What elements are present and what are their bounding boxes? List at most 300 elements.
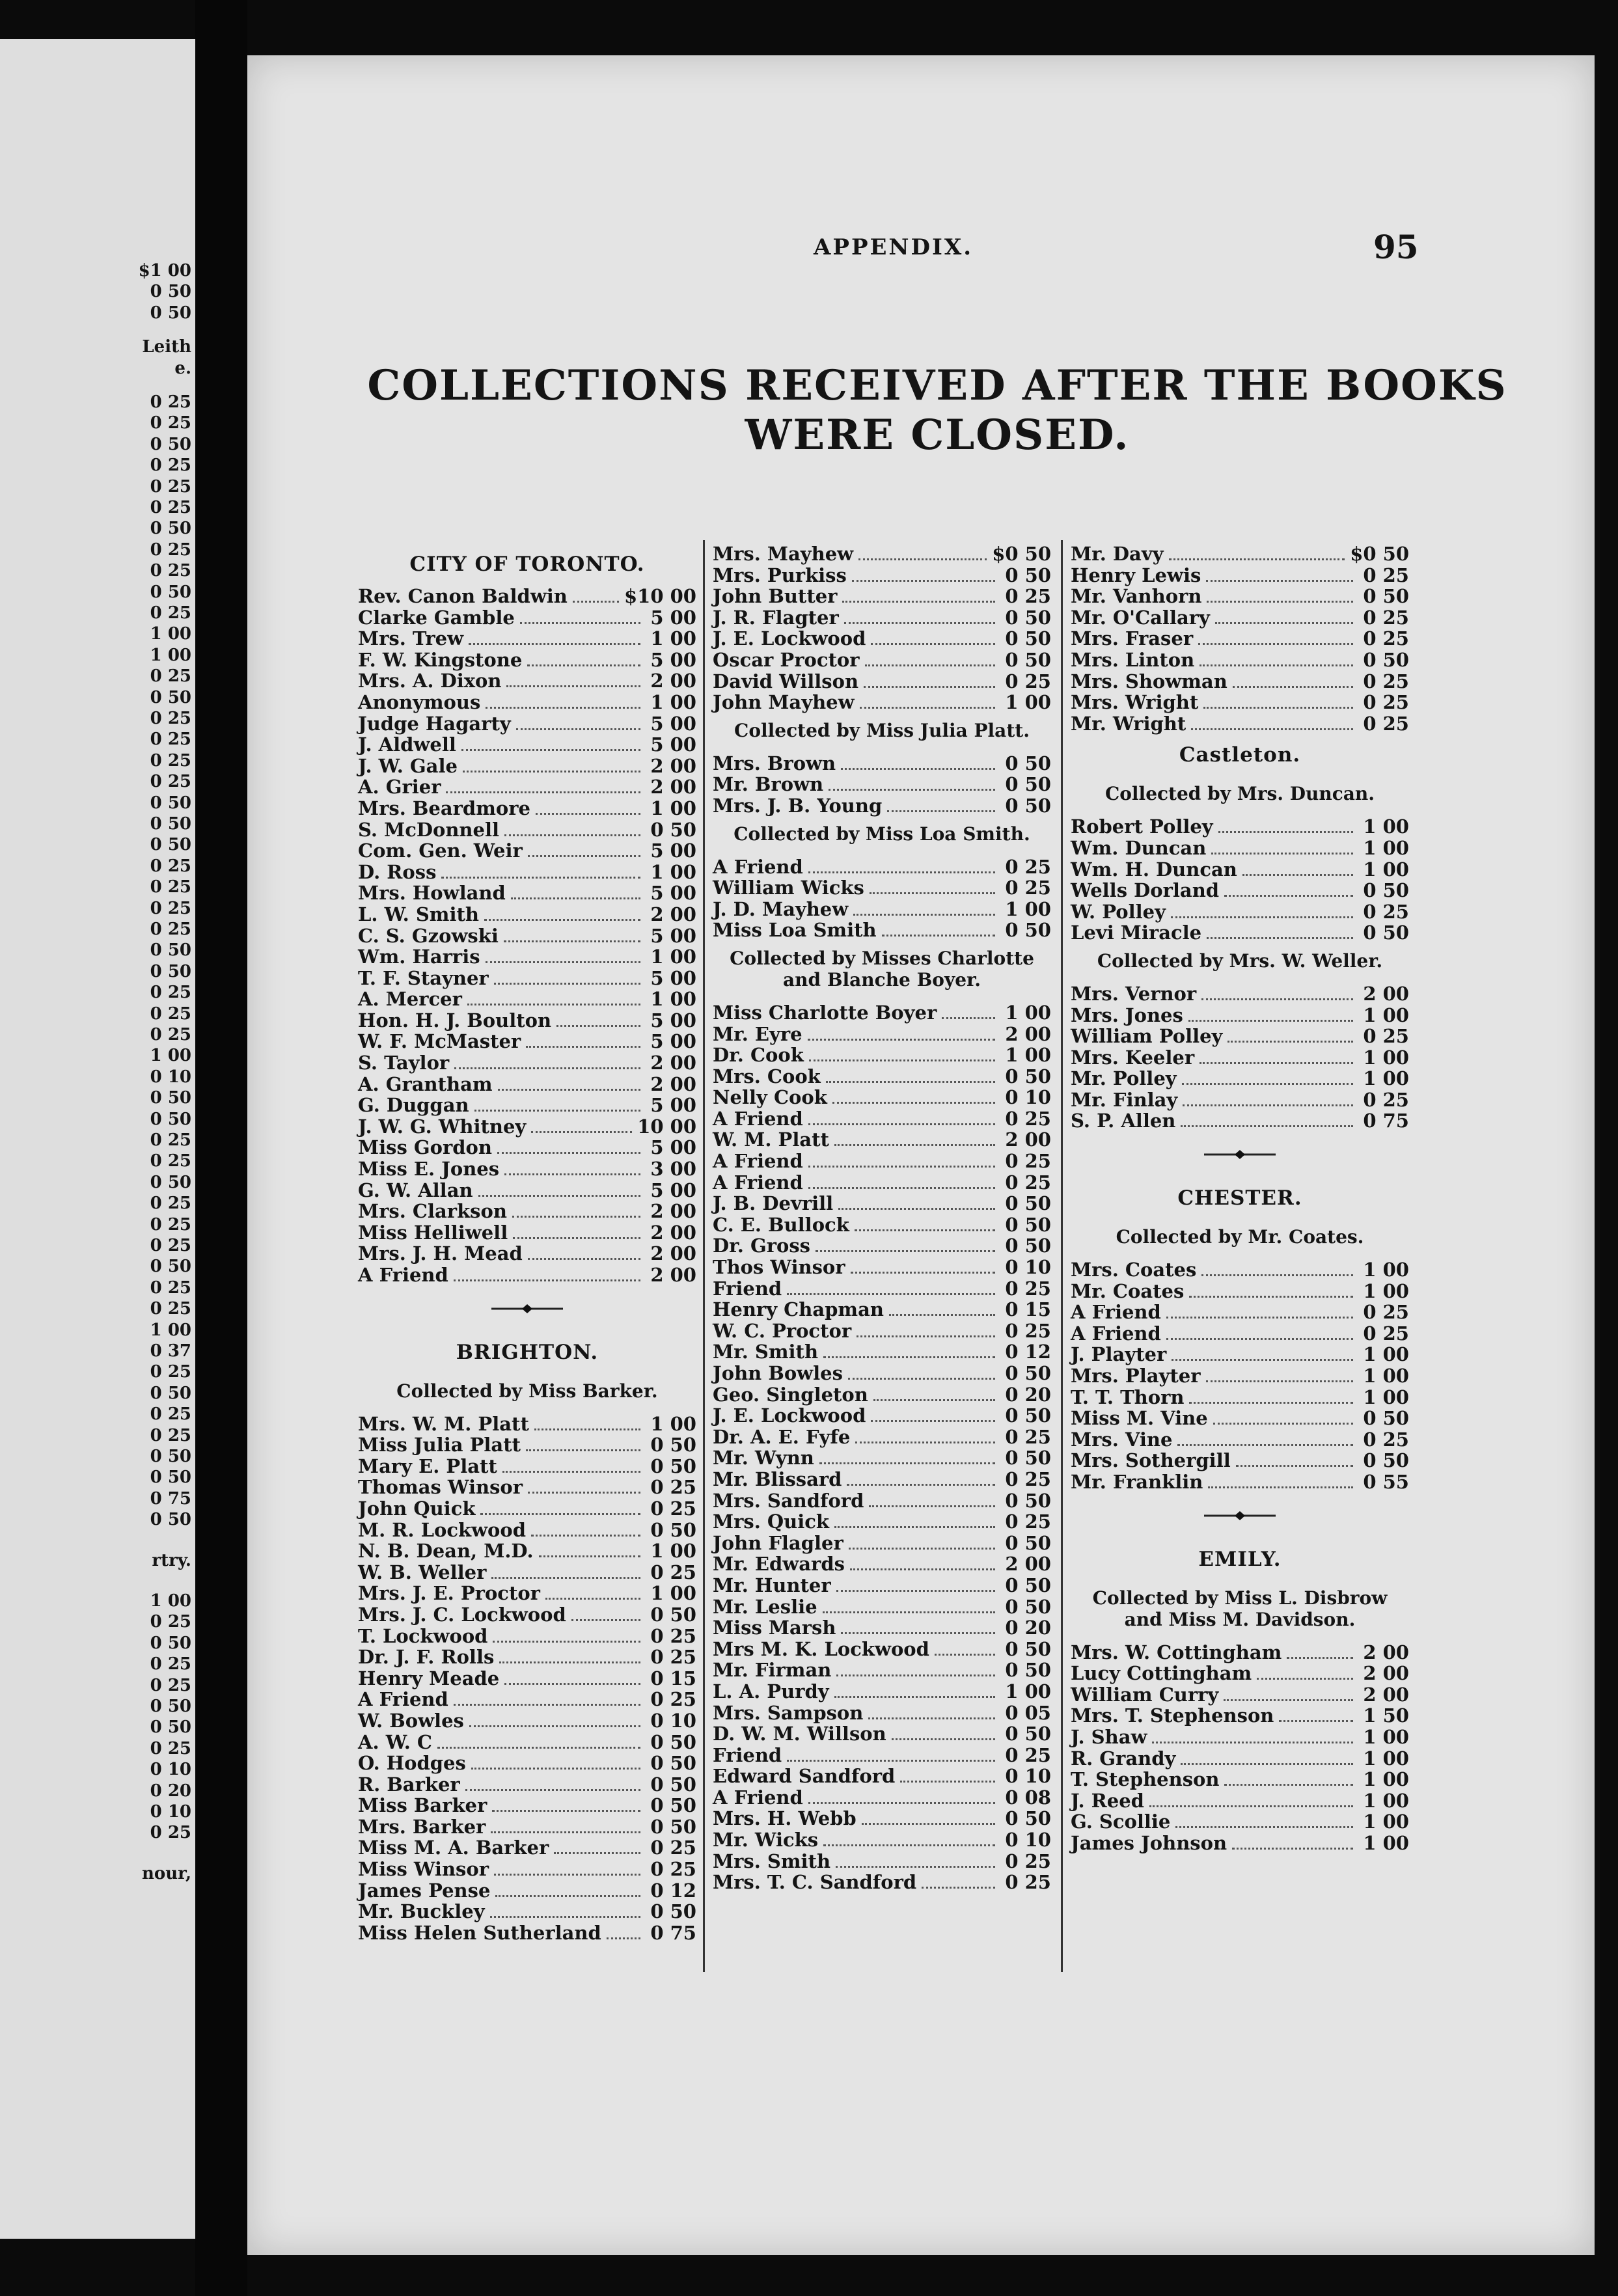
contribution-row xyxy=(1071,1790,1409,1812)
prev-page-fragment: 0 10 xyxy=(150,1067,191,1087)
contribution-row xyxy=(713,1045,1051,1066)
contribution-row xyxy=(1071,692,1409,713)
contribution-row xyxy=(1071,1429,1409,1451)
prev-page-fragment: 0 25 xyxy=(150,1194,191,1214)
leader-dots xyxy=(808,1166,995,1168)
contribution-row xyxy=(713,543,1051,565)
contribution-amount: 0 50 xyxy=(1005,1362,1051,1384)
contributor-name: Miss Loa Smith xyxy=(713,919,877,942)
leader-dots xyxy=(1172,1359,1353,1361)
contribution-amount: 1 00 xyxy=(1005,1680,1051,1702)
prev-page-fragment: 0 50 xyxy=(150,1717,191,1738)
contribution-amount: 1 00 xyxy=(1363,1343,1409,1366)
contribution-amount: 1 00 xyxy=(1363,1831,1409,1854)
prev-page-fragment: 0 25 xyxy=(150,1404,191,1425)
contribution-row xyxy=(713,1087,1051,1108)
leader-dots xyxy=(512,1216,640,1218)
contributor-name: John Flagler xyxy=(713,1531,843,1554)
contributor-name: Hon. H. J. Boulton xyxy=(358,1009,552,1032)
contributor-name: G. Duggan xyxy=(358,1094,469,1117)
contribution-amount: 0 25 xyxy=(1363,670,1409,692)
prev-page-fragment: 0 25 xyxy=(150,1236,191,1255)
running-head xyxy=(247,228,1595,273)
leader-dots xyxy=(889,1314,995,1316)
contribution-amount: 1 00 xyxy=(650,690,696,713)
leader-dots xyxy=(869,1505,995,1507)
leader-dots xyxy=(1201,998,1353,1000)
contribution-row xyxy=(713,1341,1051,1363)
section-heading: CITY OF TORONTO. xyxy=(409,553,645,576)
prev-page-fragment: 0 25 xyxy=(150,1612,191,1632)
contribution-row xyxy=(713,628,1051,649)
leader-dots xyxy=(841,768,995,770)
contributor-name: T. F. Stayner xyxy=(358,966,489,989)
contribution-row xyxy=(358,1477,696,1498)
contribution-row xyxy=(358,670,696,692)
contributor-name: C. S. Gzowski xyxy=(358,924,499,947)
prev-page-fragment: 0 50 xyxy=(150,519,191,539)
contribution-row xyxy=(358,989,696,1010)
leader-dots xyxy=(838,1208,995,1210)
contributor-name: Mrs. Wright xyxy=(1071,691,1199,714)
collector-line: Collected by Miss Julia Platt. xyxy=(734,719,1030,741)
contribution-amount: 1 00 xyxy=(1005,691,1051,714)
contributor-name: Mrs. T. C. Sandford xyxy=(713,1871,917,1894)
contribution-row xyxy=(1071,1727,1409,1748)
contributor-name: Mrs. W. Cottingham xyxy=(1071,1641,1282,1663)
leader-dots xyxy=(1198,643,1353,645)
contribution-row xyxy=(358,1095,696,1116)
contribution-amount: 1 00 xyxy=(1363,1768,1409,1791)
column-2 xyxy=(713,543,1051,1893)
leader-dots xyxy=(491,1831,640,1833)
contribution-row xyxy=(713,856,1051,878)
contribution-row xyxy=(358,734,696,756)
contribution-amount: 0 50 xyxy=(1005,1723,1051,1745)
prev-page-fragment: 0 25 xyxy=(150,603,191,623)
contribution-amount: 0 50 xyxy=(1363,879,1409,902)
leader-dots xyxy=(1183,1104,1353,1106)
prev-page-fragment: 0 25 xyxy=(150,772,191,792)
contributor-name: Miss Julia Platt xyxy=(358,1434,521,1456)
leader-dots xyxy=(1182,1083,1353,1085)
contribution-row xyxy=(1071,1471,1409,1493)
prev-page-fragment: 1 00 xyxy=(150,645,191,665)
contribution-row xyxy=(358,1795,696,1816)
contribution-amount: 0 50 xyxy=(1005,1659,1051,1682)
contribution-row xyxy=(358,862,696,883)
contribution-amount: 0 50 xyxy=(650,1900,696,1923)
contribution-row xyxy=(713,1490,1051,1512)
ornament-rule xyxy=(1201,1148,1279,1161)
contribution-amount: 0 25 xyxy=(1363,712,1409,735)
contributor-name: Mr. Franklin xyxy=(1071,1471,1203,1493)
contribution-amount: 0 50 xyxy=(650,1518,696,1541)
contribution-amount: 0 50 xyxy=(1363,922,1409,944)
contribution-amount: 0 12 xyxy=(650,1879,696,1902)
prev-page-fragment: 0 50 xyxy=(150,434,191,454)
contributor-name: John Butter xyxy=(713,585,838,608)
contributor-name: Mrs. Vernor xyxy=(1071,982,1197,1005)
contribution-row xyxy=(1071,1450,1409,1471)
contributor-name: Mr. Blissard xyxy=(713,1468,842,1490)
leader-dots xyxy=(942,1017,995,1019)
contributor-name: T. Lockwood xyxy=(358,1624,488,1647)
leader-dots xyxy=(528,1258,640,1260)
leader-dots xyxy=(1200,1062,1353,1064)
contribution-amount: 2 00 xyxy=(650,1242,696,1265)
contributor-name: John Quick xyxy=(358,1497,476,1520)
contribution-amount: 0 25 xyxy=(1005,1425,1051,1448)
contributor-name: Mrs. Fraser xyxy=(1071,627,1194,650)
prev-page-fragment: 0 25 xyxy=(150,1151,191,1171)
contribution-row xyxy=(1071,1811,1409,1833)
leader-dots xyxy=(1215,622,1353,624)
contribution-row xyxy=(713,1278,1051,1300)
contribution-amount: 0 25 xyxy=(1363,1301,1409,1324)
prev-page-fragment: 1 00 xyxy=(150,1320,191,1340)
leader-dots xyxy=(823,1844,995,1846)
leader-dots xyxy=(851,1272,995,1274)
leader-dots xyxy=(486,707,640,709)
leader-dots xyxy=(498,1089,640,1091)
contribution-amount: 0 50 xyxy=(650,818,696,841)
contributor-name: Mr. Vanhorn xyxy=(1071,585,1202,608)
contributor-name: A. Mercer xyxy=(358,988,462,1011)
leader-dots xyxy=(808,1039,995,1041)
contribution-amount: 0 12 xyxy=(1005,1341,1051,1363)
contribution-amount: 0 25 xyxy=(1363,564,1409,586)
contribution-row xyxy=(358,1031,696,1052)
collector-line: Collected by Mrs. Duncan. xyxy=(1104,783,1375,805)
contribution-row xyxy=(358,1668,696,1689)
contributor-name: G. Scollie xyxy=(1071,1811,1171,1833)
contributor-name: Mrs. Keeler xyxy=(1071,1046,1195,1069)
section-ornament xyxy=(1071,1132,1409,1177)
contributor-name: D. W. M. Willson xyxy=(713,1723,886,1745)
contribution-row xyxy=(713,1108,1051,1130)
contributor-name: William Polley xyxy=(1071,1025,1223,1048)
contributor-name: Miss M. Vine xyxy=(1071,1407,1208,1430)
contribution-row xyxy=(713,1617,1051,1639)
contribution-row xyxy=(1071,1281,1409,1302)
prev-page-fragment: 0 50 xyxy=(150,1257,191,1277)
leader-dots xyxy=(520,622,640,624)
leader-dots xyxy=(504,940,640,942)
contribution-row xyxy=(1071,1110,1409,1132)
contributor-name: Mrs. Sampson xyxy=(713,1701,864,1724)
contributor-name: Mr. Edwards xyxy=(713,1553,845,1576)
contribution-amount: 5 00 xyxy=(650,648,696,671)
contribution-amount: 1 00 xyxy=(650,1540,696,1563)
contribution-row xyxy=(1071,1408,1409,1429)
prev-page-fragment: 0 50 xyxy=(150,961,191,981)
contribution-amount: $10 00 xyxy=(624,585,696,607)
contributor-name: Mrs. Purkiss xyxy=(713,564,847,586)
contribution-amount: 1 00 xyxy=(1363,1279,1409,1302)
prev-page-fragment: 0 25 xyxy=(150,498,191,517)
contribution-amount: 0 25 xyxy=(1005,1107,1051,1130)
contributor-name: Mrs M. K. Lockwood xyxy=(713,1637,929,1660)
contribution-amount: 0 50 xyxy=(650,1603,696,1626)
leader-dots xyxy=(829,789,995,791)
leader-dots xyxy=(1206,1380,1354,1382)
prev-page-fragment: 0 50 xyxy=(150,1447,191,1466)
section-ornament xyxy=(358,1286,696,1332)
contribution-row xyxy=(713,1829,1051,1851)
leader-dots xyxy=(441,877,640,879)
contribution-amount: 5 00 xyxy=(650,840,696,862)
contributor-name: Mrs. Coates xyxy=(1071,1259,1197,1281)
leader-dots xyxy=(892,1738,995,1740)
leader-dots xyxy=(461,749,640,751)
contributor-name: Mrs. Mayhew xyxy=(713,543,854,565)
contribution-row xyxy=(358,1010,696,1032)
contribution-row xyxy=(713,1766,1051,1787)
contribution-amount: 5 00 xyxy=(650,882,696,905)
contributor-name: Mr. Brown xyxy=(713,773,824,796)
leader-dots xyxy=(497,1152,640,1154)
leader-dots xyxy=(1191,728,1353,730)
contributor-name: Robert Polley xyxy=(1071,815,1213,838)
ornament-rule xyxy=(488,1302,566,1315)
contribution-amount: 1 00 xyxy=(1363,1067,1409,1090)
prev-page-fragment: 0 25 xyxy=(150,476,191,497)
contribution-amount: 0 05 xyxy=(1005,1701,1051,1724)
contribution-row xyxy=(1071,1365,1409,1387)
leader-dots xyxy=(504,1683,640,1685)
contributor-name: Mary E. Platt xyxy=(358,1455,497,1477)
collector-line: Collected by Mrs. W. Weller. xyxy=(1097,950,1383,972)
contribution-amount: 2 00 xyxy=(650,1073,696,1095)
column-3 xyxy=(1071,543,1409,1854)
contribution-amount: 0 50 xyxy=(1005,1447,1051,1469)
contribution-amount: 0 50 xyxy=(1363,585,1409,608)
contribution-amount: 0 25 xyxy=(1005,877,1051,899)
previous-page-edge xyxy=(0,39,195,2239)
prev-page-fragment: 0 25 xyxy=(150,898,191,918)
leader-dots xyxy=(836,1590,995,1592)
contribution-amount: 0 50 xyxy=(1005,1807,1051,1830)
contributor-name: William Curry xyxy=(1071,1683,1219,1706)
contribution-amount: 0 25 xyxy=(1363,1322,1409,1345)
contribution-row xyxy=(358,840,696,862)
prev-page-fragment: 0 50 xyxy=(150,282,191,302)
column-rule xyxy=(1061,540,1063,1972)
leader-dots xyxy=(504,834,640,836)
section-heading: EMILY. xyxy=(1198,1547,1282,1571)
contributor-name: Mrs. T. Stephenson xyxy=(1071,1704,1274,1727)
leader-dots xyxy=(823,1356,995,1358)
leader-dots xyxy=(506,685,640,687)
prev-page-fragment: 0 50 xyxy=(150,835,191,855)
page-title-line-1: COLLECTIONS RECEIVED AFTER THE BOOKS xyxy=(367,361,1507,410)
contributor-name: Dr. Gross xyxy=(713,1235,810,1257)
contribution-row xyxy=(358,904,696,925)
contributor-name: Mrs. Brown xyxy=(713,752,836,774)
contribution-row xyxy=(713,671,1051,692)
leader-dots xyxy=(556,1025,640,1027)
contribution-amount: 2 00 xyxy=(1005,1553,1051,1576)
leader-dots xyxy=(847,1484,995,1486)
leader-dots xyxy=(871,1420,995,1422)
leader-dots xyxy=(1208,1486,1353,1488)
contribution-row xyxy=(713,920,1051,941)
contribution-amount: 0 50 xyxy=(1005,564,1051,586)
contributor-name: A. W. C xyxy=(358,1730,433,1753)
contribution-amount: 0 20 xyxy=(1005,1617,1051,1639)
contribution-row xyxy=(1071,628,1409,649)
contributor-name: J. Playter xyxy=(1071,1343,1167,1366)
contribution-amount: 5 00 xyxy=(650,1009,696,1032)
contributor-name: Mrs. J. B. Young xyxy=(713,794,883,817)
contributor-name: Levi Miracle xyxy=(1071,922,1202,944)
contribution-amount: 1 00 xyxy=(650,860,696,883)
contribution-row xyxy=(358,1604,696,1626)
leader-dots xyxy=(499,1661,640,1663)
contribution-row xyxy=(358,1498,696,1520)
contributor-name: J. W. G. Whitney xyxy=(358,1115,527,1138)
prev-page-fragment: 0 25 xyxy=(150,1278,191,1298)
leader-dots xyxy=(809,1059,995,1061)
contributor-name: Mr. Wright xyxy=(1071,712,1186,735)
contribution-amount: 1 00 xyxy=(1363,1747,1409,1770)
prev-page-fragment: 0 25 xyxy=(150,1130,191,1150)
contributor-name: Mrs. A. Dixon xyxy=(358,670,502,692)
leader-dots xyxy=(860,707,995,709)
contribution-amount: 0 50 xyxy=(1363,1407,1409,1430)
ornament-rule xyxy=(1201,1509,1279,1522)
contributor-name: John Bowles xyxy=(713,1362,843,1384)
contribution-row xyxy=(713,1129,1051,1151)
contribution-row xyxy=(713,586,1051,607)
contribution-row xyxy=(1071,1005,1409,1026)
contribution-row xyxy=(713,1872,1051,1893)
prev-page-fragment: 0 50 xyxy=(150,814,191,834)
contributor-name: Wm. Duncan xyxy=(1071,836,1207,859)
contributor-name: Mrs. Quick xyxy=(713,1510,830,1533)
contribution-amount: 0 50 xyxy=(1005,1213,1051,1236)
contribution-row xyxy=(358,1837,696,1859)
contributor-name: J. R. Flagter xyxy=(713,606,839,629)
contributor-name: J. Shaw xyxy=(1071,1725,1147,1748)
contributor-name: M. R. Lockwood xyxy=(358,1518,526,1541)
collector-line: Collected by Misses Charlotte and Blanche Boyer. xyxy=(730,947,1034,991)
contribution-row xyxy=(358,1774,696,1796)
contributor-name: F. W. Kingstone xyxy=(358,648,523,671)
contributor-name: G. W. Allan xyxy=(358,1179,473,1201)
contribution-amount: 1 00 xyxy=(1363,1004,1409,1026)
collector-line: Collected by Miss L. Disbrow and Miss M. Davidson. xyxy=(1092,1587,1388,1630)
prev-page-fragment: 0 50 xyxy=(150,687,191,707)
leader-dots xyxy=(454,1279,640,1281)
contribution-amount: 2 00 xyxy=(1363,1662,1409,1685)
leader-dots xyxy=(1207,601,1353,603)
contribution-row xyxy=(358,1180,696,1201)
contribution-row xyxy=(713,1002,1051,1024)
contribution-amount: 0 25 xyxy=(1363,1025,1409,1048)
contribution-row xyxy=(1071,983,1409,1005)
leader-dots xyxy=(1189,1296,1353,1298)
contribution-amount: 0 15 xyxy=(1005,1298,1051,1321)
contribution-amount: 0 50 xyxy=(1363,1449,1409,1472)
contributor-name: Miss Helliwell xyxy=(358,1221,508,1244)
leader-dots xyxy=(571,1619,640,1621)
leader-dots xyxy=(882,935,995,936)
contributor-name: Mr. Polley xyxy=(1071,1067,1177,1090)
prev-page-fragment: 0 25 xyxy=(150,1214,191,1235)
leader-dots xyxy=(1169,558,1345,560)
contribution-amount: 5 00 xyxy=(650,966,696,989)
contributor-name: T. Stephenson xyxy=(1071,1768,1220,1791)
leader-dots xyxy=(857,1335,995,1337)
contributor-name: Mrs. Trew xyxy=(358,627,464,650)
contributor-name: A. Grantham xyxy=(358,1073,493,1095)
contribution-amount: 0 25 xyxy=(1005,1319,1051,1342)
contributor-name: Miss Marsh xyxy=(713,1617,836,1639)
contribution-row xyxy=(713,1172,1051,1194)
contribution-row xyxy=(358,1456,696,1477)
contributor-name: A Friend xyxy=(713,1107,803,1130)
contributor-name: W. B. Weller xyxy=(358,1561,487,1583)
contribution-amount: 1 00 xyxy=(1363,1046,1409,1069)
leader-dots xyxy=(573,601,619,603)
contribution-amount: 0 25 xyxy=(1005,1468,1051,1490)
contribution-amount: 2 00 xyxy=(1363,1683,1409,1706)
contribution-amount: 0 20 xyxy=(1005,1383,1051,1406)
leader-dots xyxy=(478,1195,640,1197)
contributor-name: Anonymous xyxy=(358,690,481,713)
leader-dots xyxy=(808,871,995,873)
leader-dots xyxy=(855,1229,995,1231)
contribution-row xyxy=(1071,649,1409,671)
prev-page-fragment: 0 25 xyxy=(150,540,191,560)
contribution-row xyxy=(358,649,696,671)
prev-page-fragment: 1 00 xyxy=(150,1591,191,1611)
leader-dots xyxy=(862,1823,995,1825)
leader-dots xyxy=(844,622,995,624)
contributor-name: Wm. H. Duncan xyxy=(1071,858,1237,881)
prev-page-fragment: 0 50 xyxy=(150,1633,191,1653)
prev-page-fragment: 0 50 xyxy=(150,1697,191,1716)
contributor-name: R. Grandy xyxy=(1071,1747,1176,1770)
contribution-amount: 0 50 xyxy=(1005,752,1051,774)
prev-page-fragment: 0 25 xyxy=(150,1004,191,1024)
contribution-amount: 1 00 xyxy=(1363,1811,1409,1833)
contribution-amount: 0 10 xyxy=(1005,1765,1051,1788)
collector-line: Collected by Miss Barker. xyxy=(396,1380,658,1402)
contribution-row xyxy=(358,1753,696,1774)
contributor-name: J. Aldwell xyxy=(358,733,456,756)
contribution-amount: 0 25 xyxy=(1363,691,1409,714)
leader-dots xyxy=(531,1131,632,1133)
leader-dots xyxy=(504,1173,640,1175)
contribution-row xyxy=(713,774,1051,795)
leader-dots xyxy=(494,983,640,985)
prev-page-fragment: 0 50 xyxy=(150,1383,191,1403)
contribution-row xyxy=(358,925,696,947)
contribution-amount: 1 00 xyxy=(650,627,696,650)
leader-dots xyxy=(527,664,640,666)
leader-dots xyxy=(516,728,640,730)
leader-dots xyxy=(471,1768,640,1770)
prev-page-fragment: 0 25 xyxy=(150,1362,191,1382)
contribution-amount: 1 00 xyxy=(1005,1044,1051,1067)
contribution-row xyxy=(358,1880,696,1902)
leader-dots xyxy=(511,897,640,899)
leader-dots xyxy=(528,1492,640,1494)
leader-dots xyxy=(528,855,640,857)
